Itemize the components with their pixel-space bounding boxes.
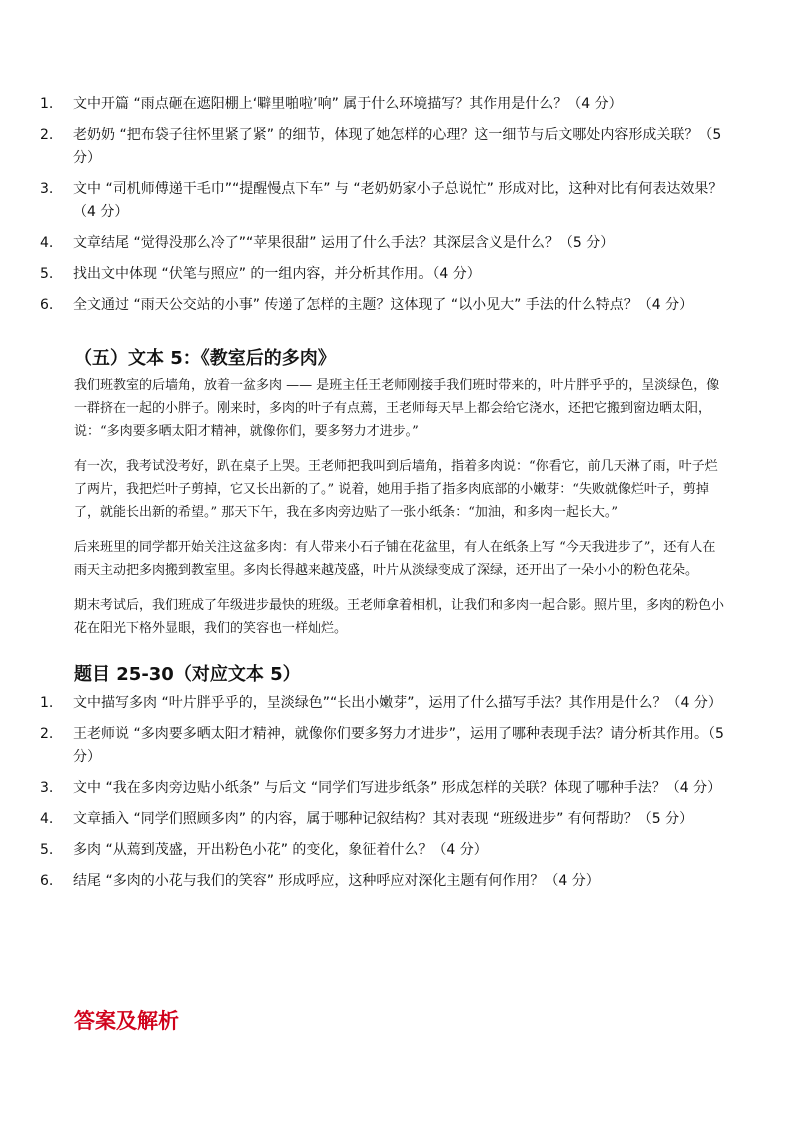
question-number: 2. [40,127,54,143]
question-list-1 [40,93,730,325]
question-number: 6. [40,873,54,889]
question-text: 文中开篇 “雨点砸在遮阳棚上‘噼里啪啦’响” 属于什么环境描写？其作用是什么？（4 分） [73,96,623,112]
question-item [40,294,730,317]
question-item [40,692,730,715]
question-text: 文章插入 “同学们照顾多肉” 的内容，属于哪种记叙结构？其对表现 “班级进步” 有何帮助？（5 分） [73,811,694,827]
question-item [40,723,730,769]
question-text: 文中 “司机师傅递干毛巾”“提醒慢点下车” 与 “老奶奶家小子总说忙” 形成对比，这种对比有何表达效果？（4 分） [73,181,723,220]
question-text: 文中 “我在多肉旁边贴小纸条” 与后文 “同学们写进步纸条” 形成怎样的关联？体现了哪种手法？（4 分） [73,780,722,796]
question-text: 老奶奶 “把布袋子往怀里紧了紧” 的细节，体现了她怎样的心理？这一细节与后文哪处内容形成关联？（5 分） [73,127,722,166]
question-text: 文章结尾 “觉得没那么冷了”“苹果很甜” 运用了什么手法？其深层含义是什么？（5 分） [73,235,615,251]
answers-heading: 答案及解析 [74,1009,179,1033]
question-number: 5. [40,842,54,858]
question-item [40,808,730,831]
questions-heading: 题目 25-30（对应文本 5） [74,664,301,685]
passage-paragraph: 我们班教室的后墙角，放着一盆多肉 —— 是班主任王老师刚接手我们班时带来的，叶片胖乎乎的，呈淡绿色，像一群挤在一起的小胖子。刚来时，多肉的叶子有点蔫，王老师每天早上都会给它浇水，还把它搬到窗边晒太阳，说：“多肉要多晒太阳才精神，就像你们，要多努力才进步。” [74,378,720,439]
question-text: 全文通过 “雨天公交站的小事” 传递了怎样的主题？这体现了 “以小见大” 手法的什么特点？（4 分） [73,297,694,313]
passage-paragraph: 后来班里的同学都开始关注这盆多肉：有人带来小石子铺在花盆里，有人在纸条上写 “今天我进步了”，还有人在雨天主动把多肉搬到教室里。多肉长得越来越茂盛，叶片从淡绿变成了深绿，还开出了一朵小小的粉色花朵。 [74,540,716,578]
question-number: 5. [40,266,54,282]
question-item [40,777,730,800]
question-item [40,232,730,255]
question-number: 6. [40,297,54,313]
question-number: 2. [40,726,54,742]
passage-paragraph: 有一次，我考试没考好，趴在桌子上哭。王老师把我叫到后墙角，指着多肉说：“你看它，前几天淋了雨，叶子烂了两片，我把烂叶子剪掉，它又长出新的了。” 说着，她用手指了指多肉底部的小嫩芽：“失败就像烂叶子，剪掉了，就能长出新的希望。” 那天下午，我在多肉旁边贴了一张小纸条：“加油，和多肉一起长大。” [74,459,718,520]
question-item [40,124,730,170]
question-item [40,870,730,893]
passage-paragraph: 期末考试后，我们班成了年级进步最快的班级。王老师拿着相机，让我们和多肉一起合影。照片里，多肉的粉色小花在阳光下格外显眼，我们的笑容也一样灿烂。 [74,598,725,636]
question-item [40,93,730,116]
question-number: 1. [40,96,54,112]
question-item [40,839,730,862]
reading-passage [74,374,724,652]
question-text: 多肉 “从蔫到茂盛，开出粉色小花” 的变化，象征着什么？（4 分） [73,842,488,858]
question-number: 4. [40,811,54,827]
question-text: 结尾 “多肉的小花与我们的笑容” 形成呼应，这种呼应对深化主题有何作用？（4 分） [73,873,600,889]
question-item [40,178,730,224]
question-number: 3. [40,780,54,796]
question-text: 找出文中体现 “伏笔与照应” 的一组内容，并分析其作用。（4 分） [73,266,481,282]
question-text: 文中描写多肉 “叶片胖乎乎的，呈淡绿色”“长出小嫩芽”，运用了什么描写手法？其作用是什么？（4 分） [73,695,722,711]
question-item [40,263,730,286]
question-text: 王老师说 “多肉要多晒太阳才精神，就像你们要多努力才进步”，运用了哪种表现手法？请分析其作用。（5 分） [73,726,724,765]
question-number: 4. [40,235,54,251]
question-number: 1. [40,695,54,711]
question-list-2 [40,692,730,901]
section-title: （五）文本 5：《教室后的多肉》 [74,348,336,369]
question-number: 3. [40,181,54,197]
